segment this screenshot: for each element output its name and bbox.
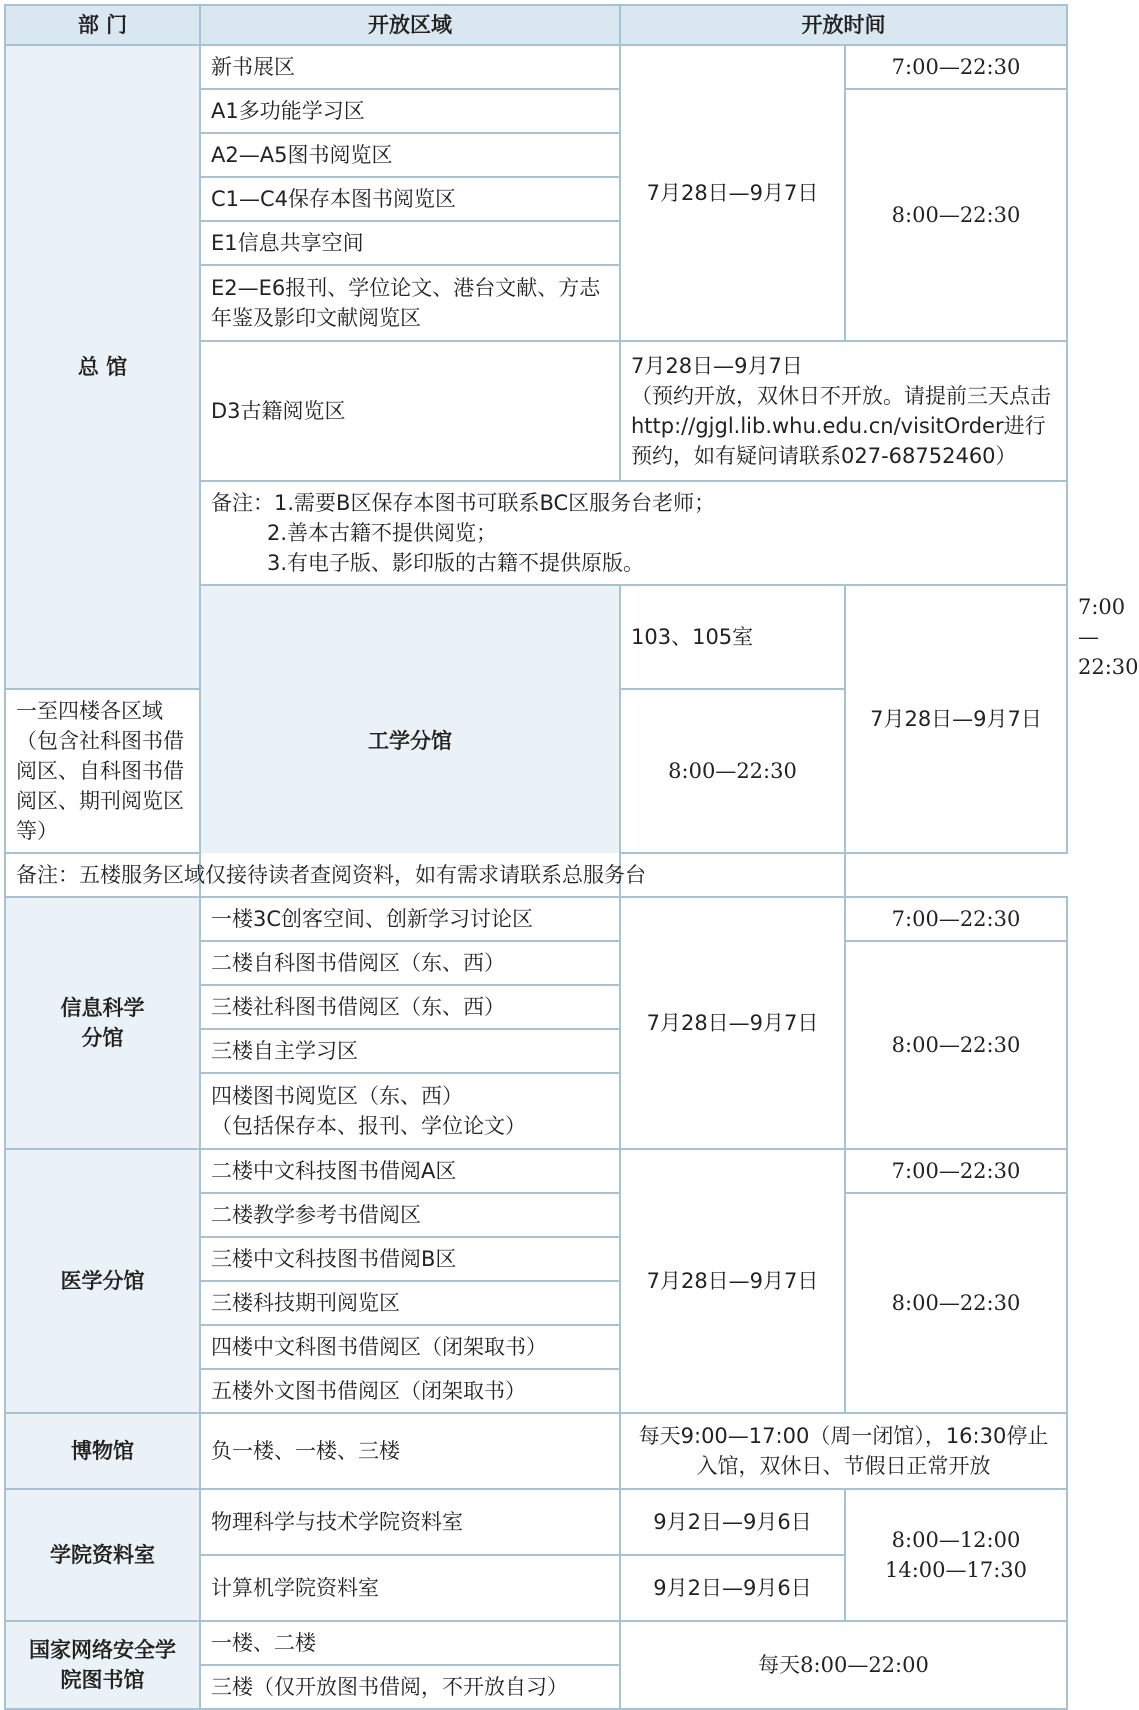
area-cell: 三楼中文科技图书借阅B区 (200, 1237, 620, 1281)
d3-note: （预约开放，双休日不开放。请提前三天点击http://gjgl.lib.whu.edu.cn/visitOrder进行预约，如有疑问请联系027-68752460） (631, 384, 1051, 468)
area-line: （包括保存本、报刊、学位论文） (211, 1114, 526, 1138)
time-cell (845, 1489, 1067, 1621)
date-cell: 9月2日—9月6日 (620, 1489, 845, 1555)
d3-date: 7月28日—9月7日 (631, 354, 803, 378)
date-cell: 7月28日—9月7日 (845, 585, 1067, 853)
area-cell: 一楼3C创客空间、创新学习讨论区 (200, 897, 620, 941)
area-cell: E1信息共享空间 (200, 221, 620, 265)
time-line: 14:00—17:30 (884, 1558, 1028, 1582)
area-cell: 二楼中文科技图书借阅A区 (200, 1149, 620, 1193)
header-dept: 部 门 (5, 5, 200, 45)
table-row (5, 853, 1067, 897)
area-cell: 三楼社科图书借阅区（东、西） (200, 985, 620, 1029)
table-row (5, 45, 1067, 89)
area-cell: A2—A5图书阅览区 (200, 133, 620, 177)
area-line: 四楼图书阅览区（东、西） (211, 1084, 463, 1108)
area-cell: E2—E6报刊、学位论文、港台文献、方志年鉴及影印文献阅览区 (200, 265, 620, 341)
date-cell: 7月28日—9月7日 (620, 897, 845, 1149)
time-cell: 8:00—22:30 (845, 941, 1067, 1149)
header-time: 开放时间 (620, 5, 1067, 45)
time-line: 8:00—12:00 (891, 1528, 1021, 1552)
header-row (5, 5, 1067, 45)
area-cell: 103、105室 (620, 585, 845, 689)
date-cell: 7月28日—9月7日 (620, 45, 845, 341)
table-row (5, 1149, 1067, 1193)
area-cell: 五楼外文图书借阅区（闭架取书） (200, 1369, 620, 1413)
dept-name-line: 信息科学 (60, 996, 145, 1020)
time-cell: 8:00—22:30 (845, 1193, 1067, 1413)
zongguan-note (200, 481, 1067, 585)
area-cell: 四楼中文科图书借阅区（闭架取书） (200, 1325, 620, 1369)
area-cell: C1—C4保存本图书阅览区 (200, 177, 620, 221)
time-cell: 7:00—22:30 (845, 897, 1067, 941)
note-line: 备注：1.需要B区保存本图书可联系BC区服务台老师； (211, 491, 716, 515)
time-cell: 8:00—22:30 (845, 89, 1067, 341)
dept-xueyuan: 学院资料室 (5, 1489, 200, 1621)
dept-bowuguan: 博物馆 (5, 1413, 200, 1489)
area-cell: A1多功能学习区 (200, 89, 620, 133)
dept-name-line: 国家网络安全学 (29, 1638, 176, 1662)
area-cell: 三楼自主学习区 (200, 1029, 620, 1073)
area-cell: 二楼教学参考书借阅区 (200, 1193, 620, 1237)
dept-gongxue: 工学分馆 (200, 585, 620, 897)
time-cell: 每天8:00—22:00 (620, 1621, 1067, 1709)
d3-time-cell (620, 341, 1067, 481)
area-cell: D3古籍阅览区 (200, 341, 620, 481)
note-line: 2.善本古籍不提供阅览； (267, 521, 498, 545)
dept-wangluo (5, 1621, 200, 1709)
gongxue-note: 备注：五楼服务区域仅接待读者查阅资料，如有需求请联系总服务台 (5, 853, 845, 897)
dept-yixue: 医学分馆 (5, 1149, 200, 1413)
header-area: 开放区域 (200, 5, 620, 45)
time-cell: 7:00—22:30 (845, 1149, 1067, 1193)
area-cell: 计算机学院资料室 (200, 1555, 620, 1621)
dept-name-line: 院图书馆 (60, 1668, 145, 1692)
time-cell: 每天9:00—17:00（周一闭馆），16:30停止入馆，双休日、节假日正常开放 (620, 1413, 1067, 1489)
dept-name-line: 分馆 (81, 1026, 124, 1050)
dept-zongguan: 总 馆 (5, 45, 200, 689)
time-cell: 7:00—22:30 (845, 45, 1067, 89)
area-cell: 一楼、二楼 (200, 1621, 620, 1665)
area-cell: 三楼（仅开放图书借阅，不开放自习） (200, 1665, 620, 1709)
table-row (5, 1621, 1067, 1665)
date-cell: 7月28日—9月7日 (620, 1149, 845, 1413)
opening-hours-table (4, 4, 1139, 1710)
note-line: 3.有电子版、影印版的古籍不提供原版。 (267, 551, 645, 575)
area-cell: 负一楼、一楼、三楼 (200, 1413, 620, 1489)
area-cell: 三楼科技期刊阅览区 (200, 1281, 620, 1325)
date-cell: 9月2日—9月6日 (620, 1555, 845, 1621)
dept-xinxi (5, 897, 200, 1149)
table-row (5, 897, 1067, 941)
area-cell: 物理科学与技术学院资料室 (200, 1489, 620, 1555)
area-cell: 新书展区 (200, 45, 620, 89)
table-row (5, 1489, 1067, 1555)
table-row: 工学分馆 103、105室 7月28日—9月7日 7:00—22:30 (5, 585, 1067, 689)
area-cell (200, 1073, 620, 1149)
time-cell: 8:00—22:30 (620, 689, 845, 853)
area-cell: 一至四楼各区域（包含社科图书借阅区、自科图书借阅区、期刊阅览区等） (5, 689, 200, 853)
table-row (5, 1413, 1067, 1489)
area-cell: 二楼自科图书借阅区（东、西） (200, 941, 620, 985)
